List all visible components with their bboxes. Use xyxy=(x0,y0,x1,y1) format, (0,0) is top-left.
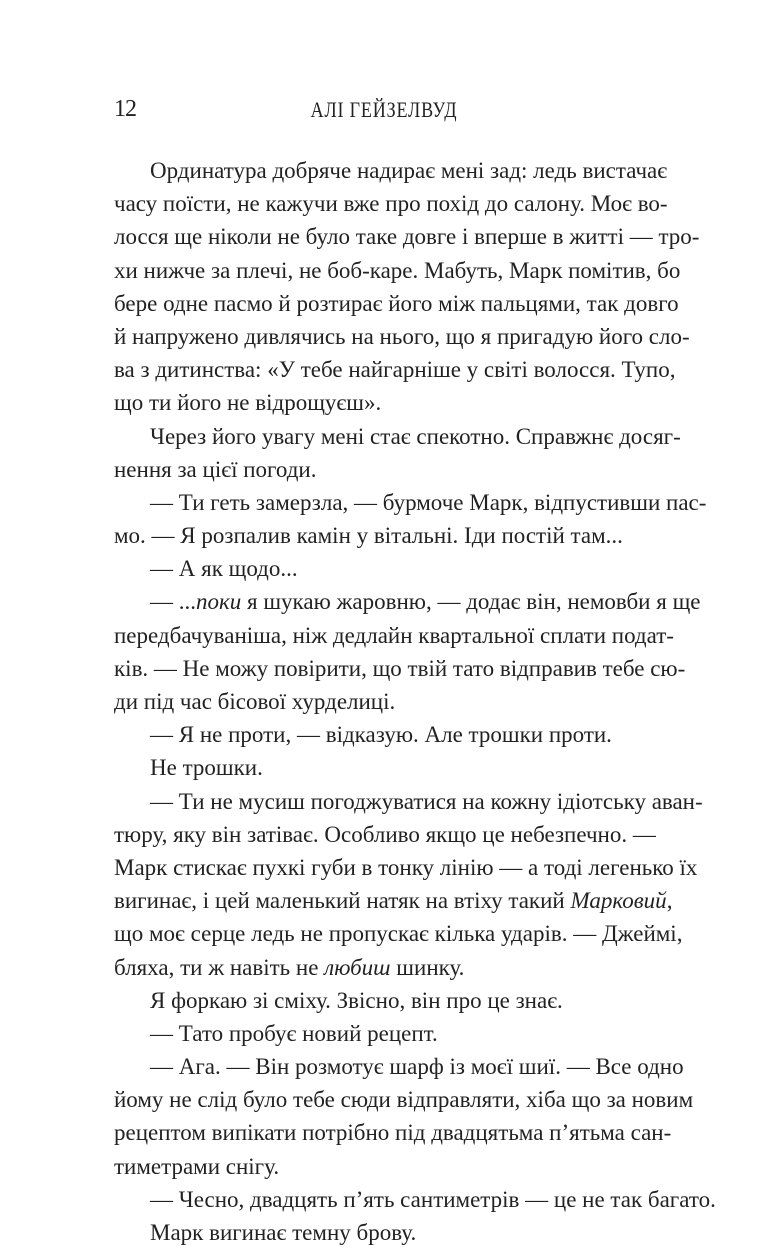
text-line: ків. — Не можу повірити, що твій тато відправив тебе сю- xyxy=(114,655,686,681)
text-segment: бляха, ти ж навіть не xyxy=(114,954,325,980)
text-line: — А як щодо... xyxy=(150,556,298,582)
text-line xyxy=(114,951,654,984)
text-segment: — ... xyxy=(150,589,196,615)
text-line: хи нижче за плечі, не боб-каре. Мабуть, Марк помітив, бо xyxy=(114,257,681,283)
text-line: часу поїсти, не кажучи вже про похід до салону. Моє во- xyxy=(114,191,668,217)
emphasis: Марковий xyxy=(570,888,667,914)
text-line: Я форкаю зі сміху. Звісно, він про це знає. xyxy=(150,987,563,1013)
text-line: тиметрами снігу. xyxy=(114,1153,280,1179)
emphasis: поки xyxy=(196,589,242,615)
text-line: — Тато пробує новий рецепт. xyxy=(150,1020,438,1046)
text-line: — Я не проти, — відказую. Але трошки проти. xyxy=(150,722,612,748)
text-line: й напружено дивлячись на нього, що я пригадую його сло- xyxy=(114,323,690,349)
text-line: — Ти не мусиш погоджуватися на кожну ідіотську аван- xyxy=(150,788,703,814)
text-line: бере одне пасмо й розтирає його між пальцями, так довго xyxy=(114,290,679,316)
text-line: що ти його не відрощуєш». xyxy=(114,390,382,416)
text-line: — Ага. — Він розмотує шарф із моєї шиї. — Все одно xyxy=(150,1054,684,1080)
text-segment: шинку. xyxy=(390,954,465,980)
text-line: Марк вигинає темну брову. xyxy=(150,1220,417,1245)
body-text xyxy=(114,154,716,1249)
text-segment: вигинає, і цей маленький натяк на втіху такий xyxy=(114,888,571,914)
running-title: АЛІ ГЕЙЗЕЛВУД xyxy=(310,97,458,122)
text-line: Ординатура добряче надирає мені зад: ледь вистачає xyxy=(150,158,668,183)
text-line xyxy=(114,884,673,917)
text-segment: , xyxy=(666,888,673,914)
text-segment: я шукаю жаровню, — додає він, немовби я ще xyxy=(241,589,701,615)
text-line: рецептом випікати потрібно під двадцятьма п’ятьма сан- xyxy=(114,1120,672,1146)
text-line: Через його увагу мені стає спекотно. Справжнє досяг- xyxy=(150,423,681,449)
text-line: мо. — Я розпалив камін у вітальні. Іди постій там... xyxy=(114,523,623,549)
text-line: що моє серце ледь не пропускає кілька ударів. — Джеймі, xyxy=(114,921,683,947)
text-line: — Чесно, двадцять п’ять сантиметрів — це не так багато. xyxy=(150,1186,716,1212)
text-line: Марк стискає пухкі губи в тонку лінію — а тоді легенько їх xyxy=(114,854,698,880)
text-line: йому не слід було тебе сюди відправляти, хіба що за новим xyxy=(114,1087,694,1113)
page-number: 12 xyxy=(114,96,136,122)
text-line: ди під час бісової хурделиці. xyxy=(114,689,396,714)
page-header xyxy=(114,96,654,126)
text-line: нення за цієї погоди. xyxy=(114,456,317,482)
text-line: лосся ще ніколи не було таке довге і вперше в житті — тро- xyxy=(114,224,700,250)
emphasis: любиш xyxy=(324,954,391,980)
text-line: ва з дитинства: «У тебе найгарніше у світі волосся. Тупо, xyxy=(114,357,676,383)
text-line: тюру, яку він затіває. Особливо якщо це небезпечно. — xyxy=(114,821,656,847)
text-line: Не трошки. xyxy=(150,755,263,781)
text-line: — Ти геть замерзла, — бурмоче Марк, відпустивши пас- xyxy=(150,489,707,515)
text-line xyxy=(114,585,701,618)
text-line: передбачуваніша, ніж дедлайн квартальної сплати подат- xyxy=(114,622,674,648)
